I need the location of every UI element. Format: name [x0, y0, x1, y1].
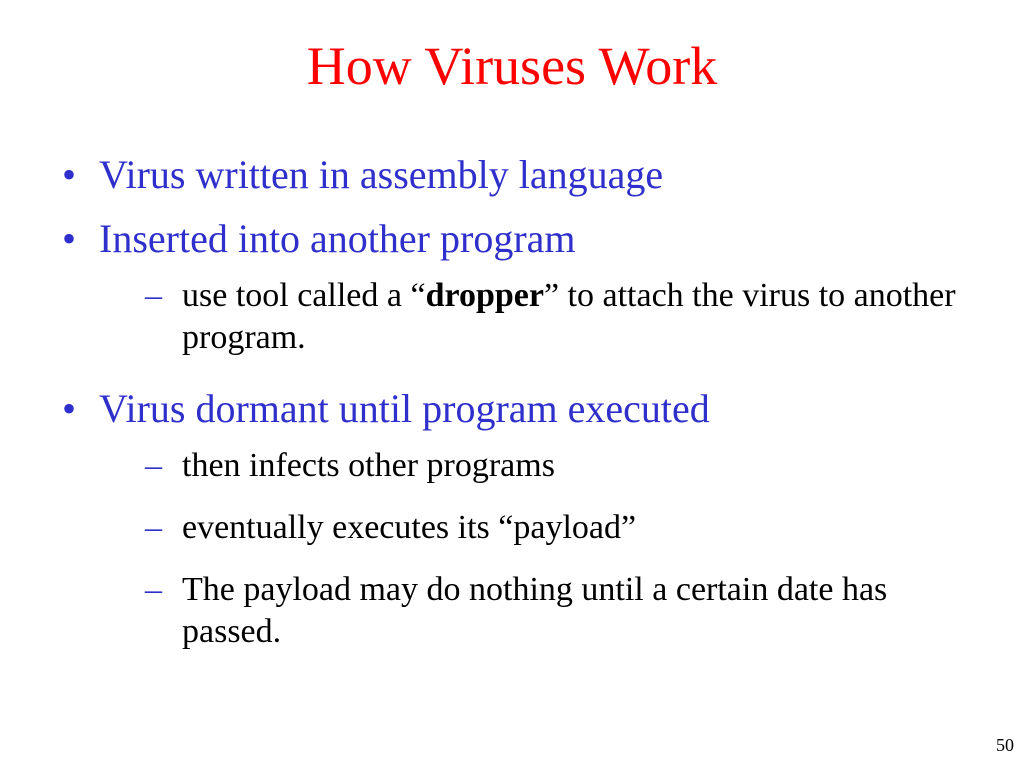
- bullet-item: [62, 379, 992, 439]
- sub-bullet-text-end: ” to attach the virus to another program.: [182, 277, 956, 356]
- dash-icon: –: [145, 571, 162, 608]
- bullet-item: [62, 209, 992, 269]
- bullet-icon: •: [62, 216, 77, 261]
- sub-bullet-text-start: use tool called a “: [182, 277, 426, 314]
- sub-bullet-item: [145, 445, 972, 487]
- dash-icon: –: [145, 447, 162, 484]
- sub-bullet-bold-term: dropper: [425, 277, 544, 314]
- bullet-text: Inserted into another program: [99, 216, 576, 261]
- bullet-item: [62, 145, 992, 205]
- sub-bullet-item: [145, 275, 972, 359]
- bullet-icon: •: [62, 152, 77, 197]
- sub-bullet-text: eventually executes its “payload”: [182, 509, 637, 546]
- sub-bullet-text: then infects other programs: [182, 447, 555, 484]
- bullet-icon: •: [62, 386, 77, 431]
- slide-title: How Viruses Work: [306, 36, 718, 96]
- bullet-text: Virus dormant until program executed: [99, 386, 710, 431]
- page-number: 50: [996, 735, 1014, 755]
- slide-content: [62, 145, 992, 673]
- dash-icon: –: [145, 277, 162, 314]
- dash-icon: –: [145, 509, 162, 546]
- sub-bullet-item: [145, 569, 972, 653]
- sub-bullet-text: The payload may do nothing until a certain date has passed.: [182, 571, 888, 650]
- bullet-text: Virus written in assembly language: [99, 152, 664, 197]
- sub-bullet-item: [145, 507, 972, 549]
